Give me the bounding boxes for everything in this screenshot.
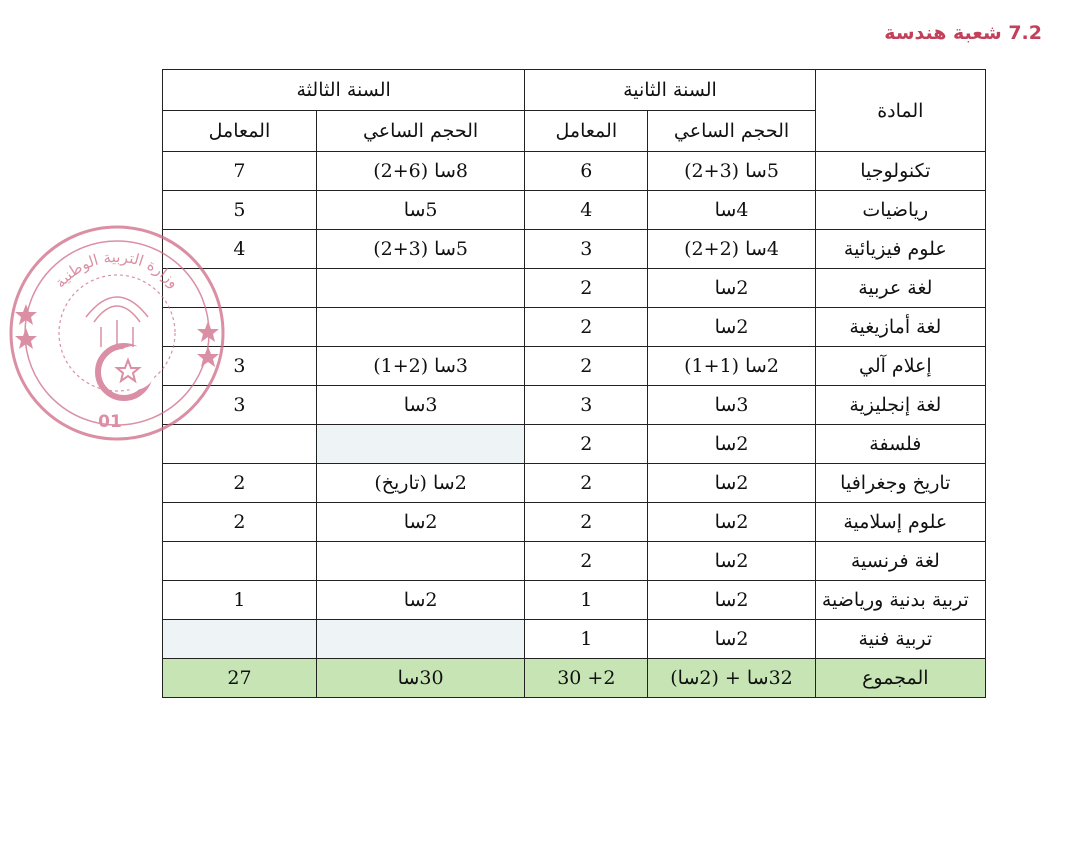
table-row — [163, 308, 986, 347]
emblem-icon — [86, 297, 148, 350]
total-y2-coef: 30 +2 — [525, 659, 648, 698]
table-row — [163, 503, 986, 542]
y3-hours-cell: 2سا — [316, 503, 524, 542]
subject-cell: تاريخ وجغرافيا — [815, 464, 985, 503]
y2-coef-cell: 2 — [525, 542, 648, 581]
y2-hours-cell: 2سا — [648, 620, 815, 659]
y3-coef-cell: 4 — [163, 230, 317, 269]
y3-coef-cell: 2 — [163, 464, 317, 503]
y2-hours-cell: 2سا — [648, 269, 815, 308]
table-row — [163, 386, 986, 425]
section-heading: 7.2 شعبة هندسة — [884, 22, 1042, 44]
y3-hours-cell — [316, 620, 524, 659]
y3-coef-cell — [163, 620, 317, 659]
y3-hours-cell — [316, 425, 524, 464]
table-row — [163, 425, 986, 464]
y3-hours-cell — [316, 542, 524, 581]
y3-hours-cell — [316, 308, 524, 347]
y3-coef-cell — [163, 308, 317, 347]
y2-coef-cell: 2 — [525, 503, 648, 542]
y3-coef-cell: 3 — [163, 386, 317, 425]
y3-coef-cell — [163, 542, 317, 581]
y2-coef-header: المعامل — [525, 111, 648, 152]
y2-hours-header: الحجم الساعي — [648, 111, 815, 152]
table-row — [163, 620, 986, 659]
y2-hours-cell: 4سا — [648, 191, 815, 230]
table-row — [163, 347, 986, 386]
y2-hours-cell: 5سا (3+2) — [648, 152, 815, 191]
y3-hours-cell — [316, 269, 524, 308]
subject-cell: لغة عربية — [815, 269, 985, 308]
year2-header: السنة الثانية — [525, 70, 815, 111]
total-y2-hours: 32سا + (2سا) — [648, 659, 815, 698]
table-row — [163, 464, 986, 503]
y2-hours-cell: 2سا — [648, 308, 815, 347]
subject-cell: إعلام آلي — [815, 347, 985, 386]
y2-coef-cell: 4 — [525, 191, 648, 230]
subject-cell: رياضيات — [815, 191, 985, 230]
y3-hours-cell: 3سا (2+1) — [316, 347, 524, 386]
y3-hours-cell: 8سا (6+2) — [316, 152, 524, 191]
table-row — [163, 581, 986, 620]
table-row — [163, 230, 986, 269]
y2-hours-cell: 2سا — [648, 503, 815, 542]
y3-coef-cell — [163, 269, 317, 308]
y2-hours-cell: 2سا (1+1) — [648, 347, 815, 386]
subject-cell: تربية فنية — [815, 620, 985, 659]
y2-coef-cell: 1 — [525, 620, 648, 659]
y2-coef-cell: 2 — [525, 269, 648, 308]
total-row — [163, 659, 986, 698]
y2-coef-cell: 2 — [525, 464, 648, 503]
y2-coef-cell: 3 — [525, 386, 648, 425]
y3-coef-cell — [163, 425, 317, 464]
seal-ring-text: وزارة التربية الوطنية — [50, 247, 184, 292]
y3-coef-cell: 7 — [163, 152, 317, 191]
table-row — [163, 152, 986, 191]
subject-cell: لغة فرنسية — [815, 542, 985, 581]
y2-coef-cell: 1 — [525, 581, 648, 620]
y3-hours-header: الحجم الساعي — [316, 111, 524, 152]
y2-coef-cell: 2 — [525, 347, 648, 386]
y3-hours-cell: 2سا (تاريخ) — [316, 464, 524, 503]
total-y3-hours: 30سا — [316, 659, 524, 698]
table-row — [163, 191, 986, 230]
crescent-icon — [98, 346, 156, 398]
total-y3-coef: 27 — [163, 659, 317, 698]
table-row — [163, 542, 986, 581]
y3-coef-cell: 1 — [163, 581, 317, 620]
subject-cell: علوم فيزيائية — [815, 230, 985, 269]
subject-header: المادة — [815, 70, 985, 152]
y3-hours-cell: 3سا — [316, 386, 524, 425]
y2-hours-cell: 2سا — [648, 464, 815, 503]
year3-header: السنة الثالثة — [163, 70, 525, 111]
y2-hours-cell: 3سا — [648, 386, 815, 425]
y2-hours-cell: 2سا — [648, 425, 815, 464]
y3-coef-cell: 3 — [163, 347, 317, 386]
y2-coef-cell: 6 — [525, 152, 648, 191]
subject-cell: علوم إسلامية — [815, 503, 985, 542]
y3-coef-header: المعامل — [163, 111, 317, 152]
y2-hours-cell: 2سا — [648, 581, 815, 620]
subject-cell: تكنولوجيا — [815, 152, 985, 191]
y2-coef-cell: 2 — [525, 308, 648, 347]
y2-hours-cell: 4سا (2+2) — [648, 230, 815, 269]
subject-cell: لغة أمازيغية — [815, 308, 985, 347]
y2-coef-cell: 2 — [525, 425, 648, 464]
y3-hours-cell: 5سا — [316, 191, 524, 230]
y2-coef-cell: 3 — [525, 230, 648, 269]
curriculum-table — [162, 69, 986, 698]
seal-number: 01 — [98, 412, 122, 432]
subject-cell: فلسفة — [815, 425, 985, 464]
table-row — [163, 269, 986, 308]
y3-hours-cell: 2سا — [316, 581, 524, 620]
subject-cell: تربية بدنية ورياضية — [815, 581, 985, 620]
y3-hours-cell: 5سا (3+2) — [316, 230, 524, 269]
y3-coef-cell: 2 — [163, 503, 317, 542]
total-label: المجموع — [815, 659, 985, 698]
subject-cell: لغة إنجليزية — [815, 386, 985, 425]
y2-hours-cell: 2سا — [648, 542, 815, 581]
y3-coef-cell: 5 — [163, 191, 317, 230]
